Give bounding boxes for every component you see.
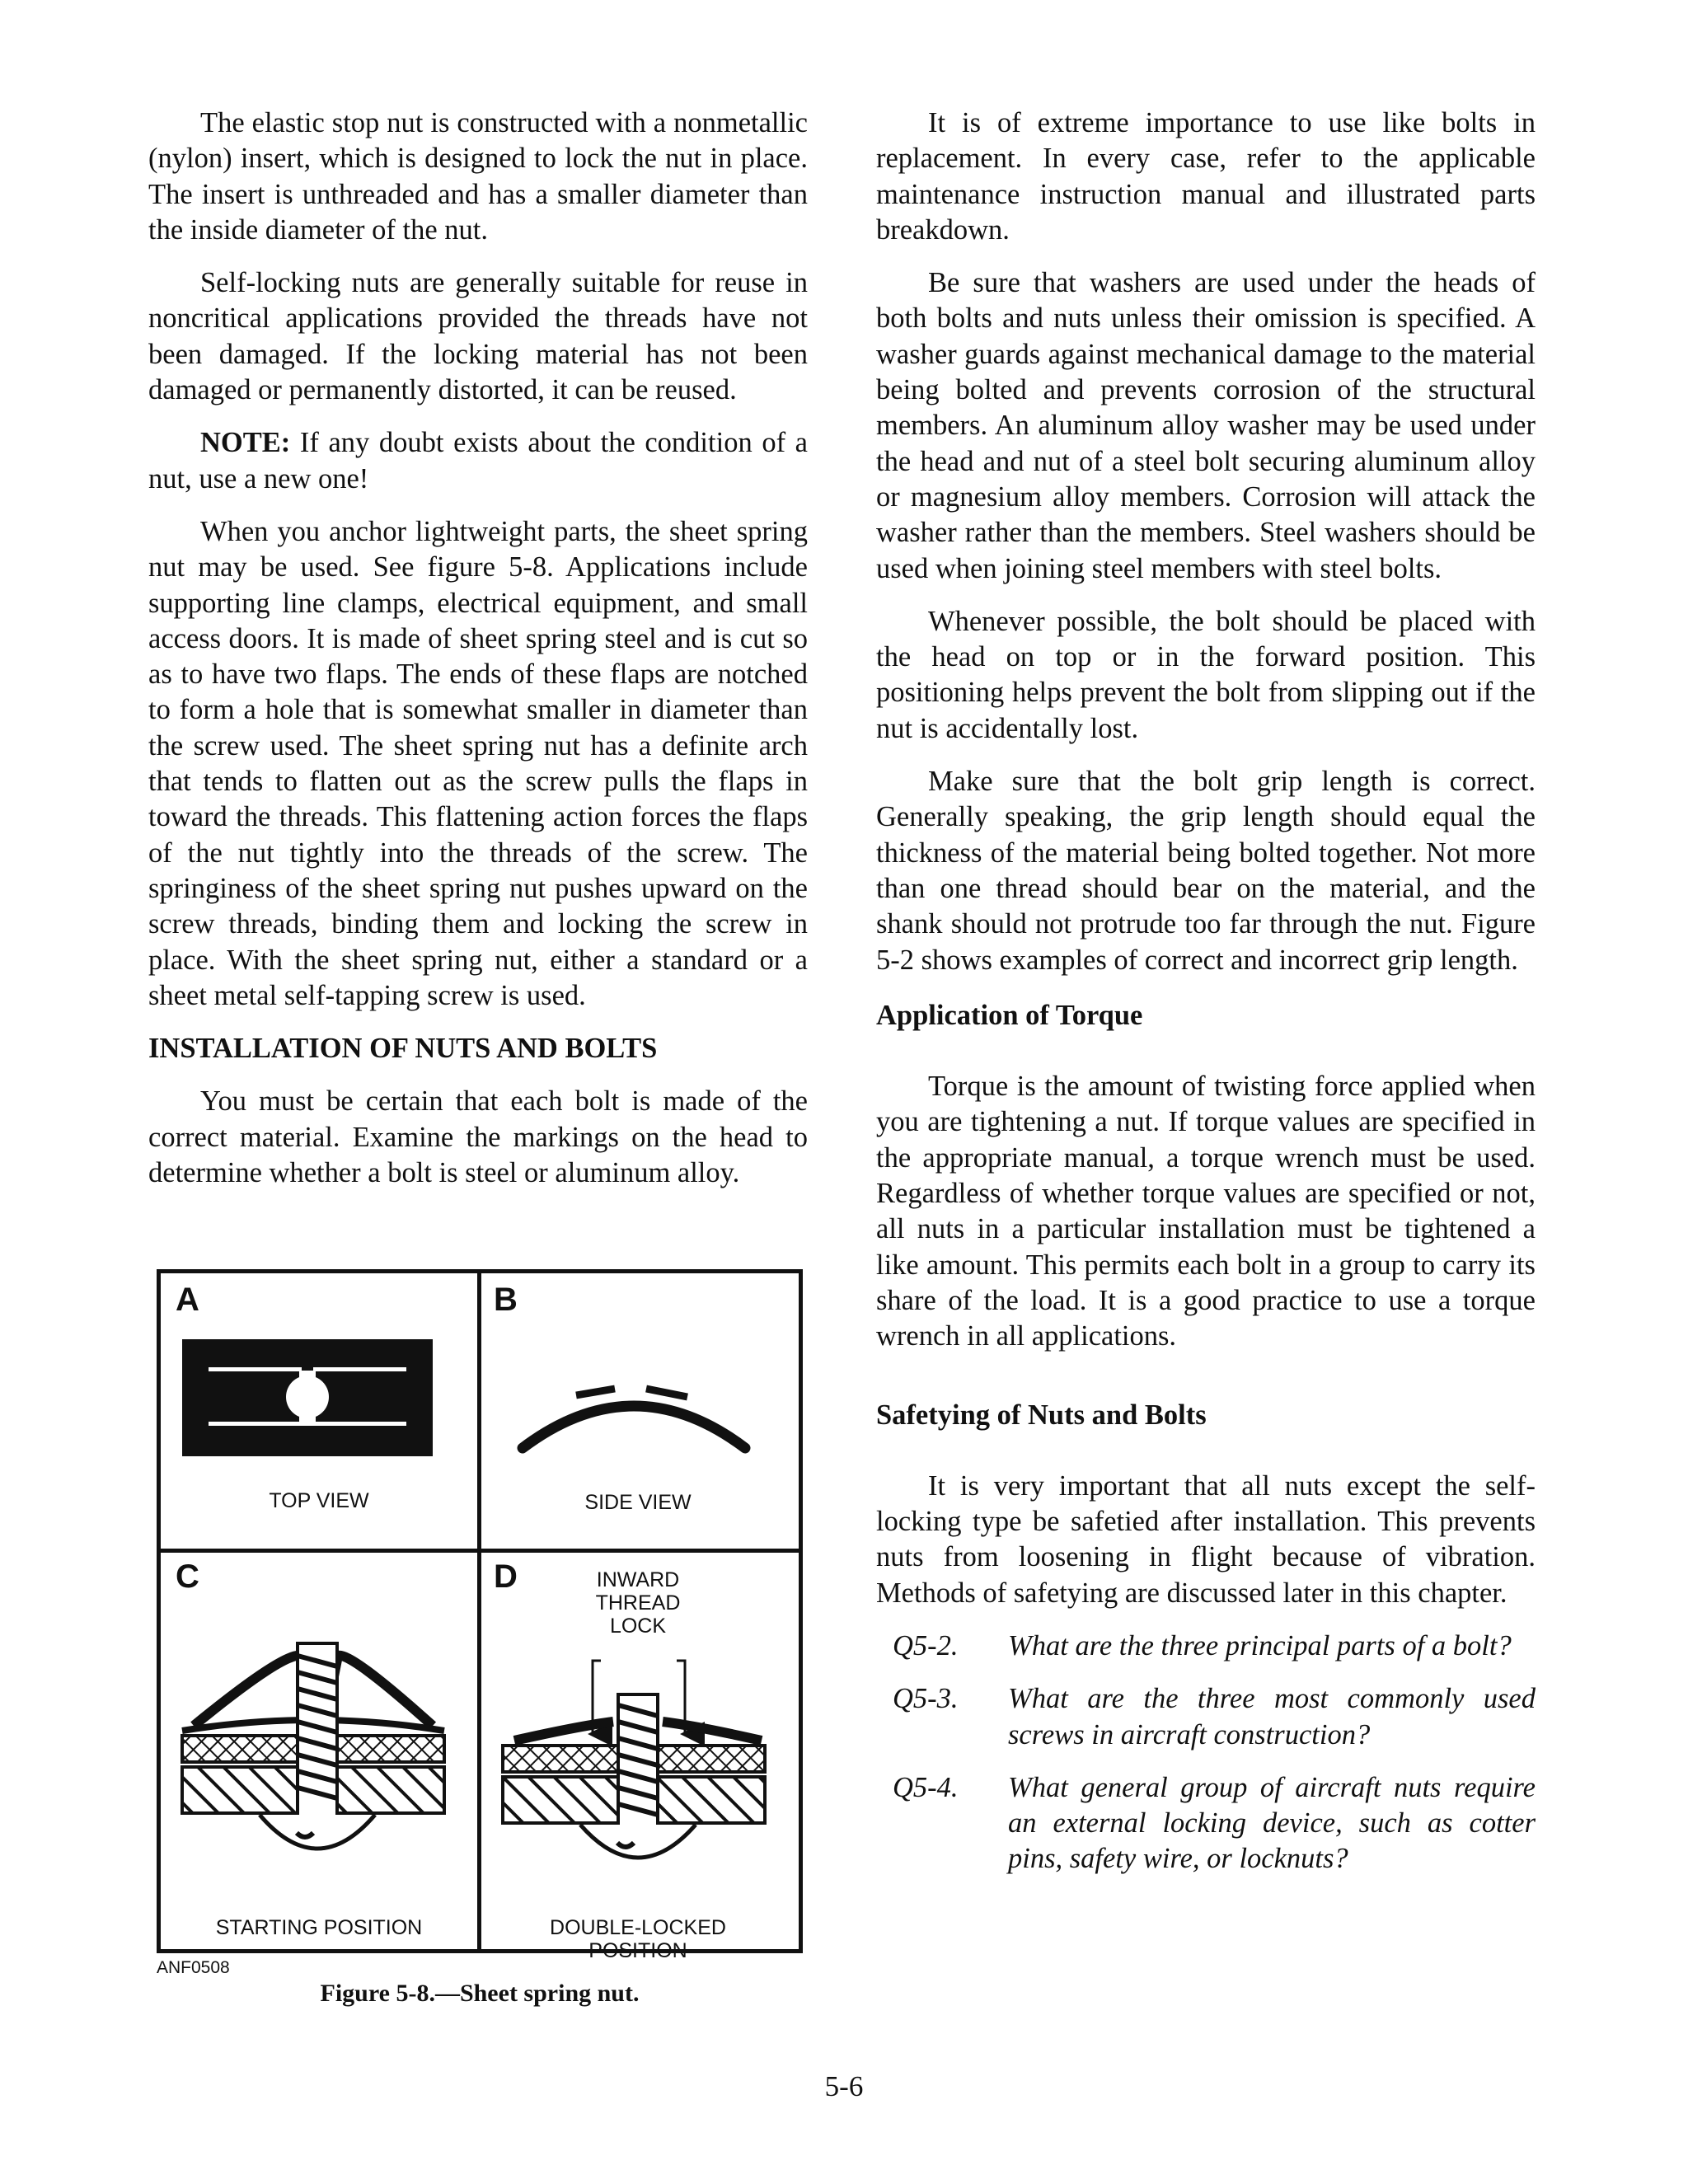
question-text: What general group of aircraft nuts require an external locking device, such as cotter pins, safety wire, or locknuts? (1008, 1771, 1536, 1875)
note-label: NOTE: (200, 427, 291, 459)
figure-id: ANF0508 (157, 1958, 230, 1977)
callout-line-inward: INWARD (596, 1568, 680, 1591)
callout-line-lock: LOCK (609, 1615, 667, 1638)
note-text: If any doubt exists about the condition of a nut, use a new one! (148, 427, 808, 494)
panel-c-label: C (176, 1558, 199, 1595)
question-text: What are the three most commonly used screws in aircraft construction? (1008, 1683, 1536, 1750)
panel-a-label: A (176, 1282, 199, 1318)
paragraph-self-locking-reuse: Self-locking nuts are generally suitable for reuse in noncritical applications provided the threads have not been damaged. If the locking material has not been damaged or permanently distorted, it can be reused. (148, 267, 808, 406)
question-item (876, 1770, 1536, 1877)
panel-a-caption: TOP VIEW (269, 1489, 369, 1512)
panel-d-caption (481, 1916, 795, 1962)
section-heading-torque: Application of Torque (876, 999, 1143, 1031)
paragraph-torque: Torque is the amount of twisting force applied when you are tightening a nut. If torque values are specified in the appropriate manual, a torque wrench must be used. Regardless of whether torque values are specified or not, all nuts in a particular installation must be tightened a like amount. This permits each bolt in a group to carry its share of the load. It is a good practice to use a torque wrench in all applications. (876, 1071, 1536, 1352)
callout-line-thread: THREAD (595, 1591, 681, 1615)
paragraph-bolt-material: You must be certain that each bolt is made of the correct material. Examine the markings on the head to determine whether a bolt is steel or aluminum alloy. (148, 1085, 808, 1189)
section-heading-installation: INSTALLATION OF NUTS AND BOLTS (148, 1033, 658, 1065)
paragraph-washers: Be sure that washers are used under the heads of both bolts and nuts unless their omission is specified. A washer guards against mechanical damage to the material being bolted and prevents corrosion of the structural members. An aluminum alloy washer may be used under the head and nut of a steel bolt securing aluminum alloy or magnesium alloy members. Corrosion will attack the washer rather than the members. Steel washers should be used when joining steel members with steel bolts. (876, 267, 1536, 584)
paragraph-like-bolts: It is of extreme importance to use like bolts in replacement. In every case, refer to the applicable maintenance instruction manual and illustrated parts breakdown. (876, 107, 1536, 246)
question-text: What are the three principal parts of a bolt? (1008, 1629, 1512, 1661)
panel-b-label: B (494, 1282, 518, 1318)
page-number: 5-6 (824, 2070, 864, 2102)
question-number: Q5-2. (893, 1629, 959, 1661)
panel-d-caption-line1: DOUBLE-LOCKED (550, 1916, 726, 1939)
note-paragraph (148, 425, 808, 497)
paragraph-sheet-spring-nut: When you anchor lightweight parts, the sheet spring nut may be used. See figure 5-8. Applications include supporting line clamps, electrical equipment, and small access doors. It is made of sheet spring steel and is cut so as to have two flaps. The ends of these flaps are notched to form a hole that is somewhat smaller in diameter than the screw used. The sheet spring nut has a definite arch that tends to flatten out as the screw pulls the flaps in toward the threads. This flattening action forces the flaps of the nut tightly into the threads of the screw. The springiness of the sheet spring nut pushes upward on the screw threads, binding them and locking the screw in place. With the sheet spring nut, either a standard or a sheet metal self-tapping screw is used. (148, 515, 808, 1011)
figure-caption: Figure 5-8.—Sheet spring nut. (320, 1980, 640, 2007)
panel-d-label: D (494, 1558, 518, 1595)
question-item (876, 1681, 1536, 1753)
paragraph-elastic-stop-nut: The elastic stop nut is constructed with a nonmetallic (nylon) insert, which is designed to lock the nut in place. The insert is unthreaded and has a smaller diameter than the inside diameter of the nut. (148, 107, 808, 246)
left-column (148, 105, 808, 1208)
review-questions (876, 1629, 1536, 1877)
question-number: Q5-3. (893, 1683, 959, 1715)
panel-d-caption-line2: POSITION (588, 1939, 687, 1962)
panel-c-caption: STARTING POSITION (215, 1916, 423, 1939)
section-heading-safetying: Safetying of Nuts and Bolts (876, 1399, 1207, 1431)
right-column (876, 105, 1536, 1895)
paragraph-safetying: It is very important that all nuts except the self-locking type be safetied after installation. This prevents nuts from loosening in flight because of vibration. Methods of safetying are discussed later in this chapter. (876, 1469, 1536, 1609)
paragraph-bolt-placement: Whenever possible, the bolt should be placed with the head on top or in the forward position. This positioning helps prevent the bolt from slipping out if the nut is accidentally lost. (876, 605, 1536, 744)
double-locked-position-drawing (481, 1553, 803, 1953)
starting-position-drawing (161, 1553, 477, 1953)
question-item (876, 1629, 1536, 1664)
panel-b-caption: SIDE VIEW (584, 1491, 692, 1514)
question-number: Q5-4. (893, 1771, 959, 1803)
paragraph-grip-length: Make sure that the bolt grip length is correct. Generally speaking, the grip length should equal the thickness of the material being bolted together. Not more than one thread should bear on the material, and the shank should not protrude too far through the nut. Figure 5-2 shows examples of correct and incorrect grip length. (876, 766, 1536, 976)
figure-sheet-spring-nut (157, 1269, 803, 1962)
